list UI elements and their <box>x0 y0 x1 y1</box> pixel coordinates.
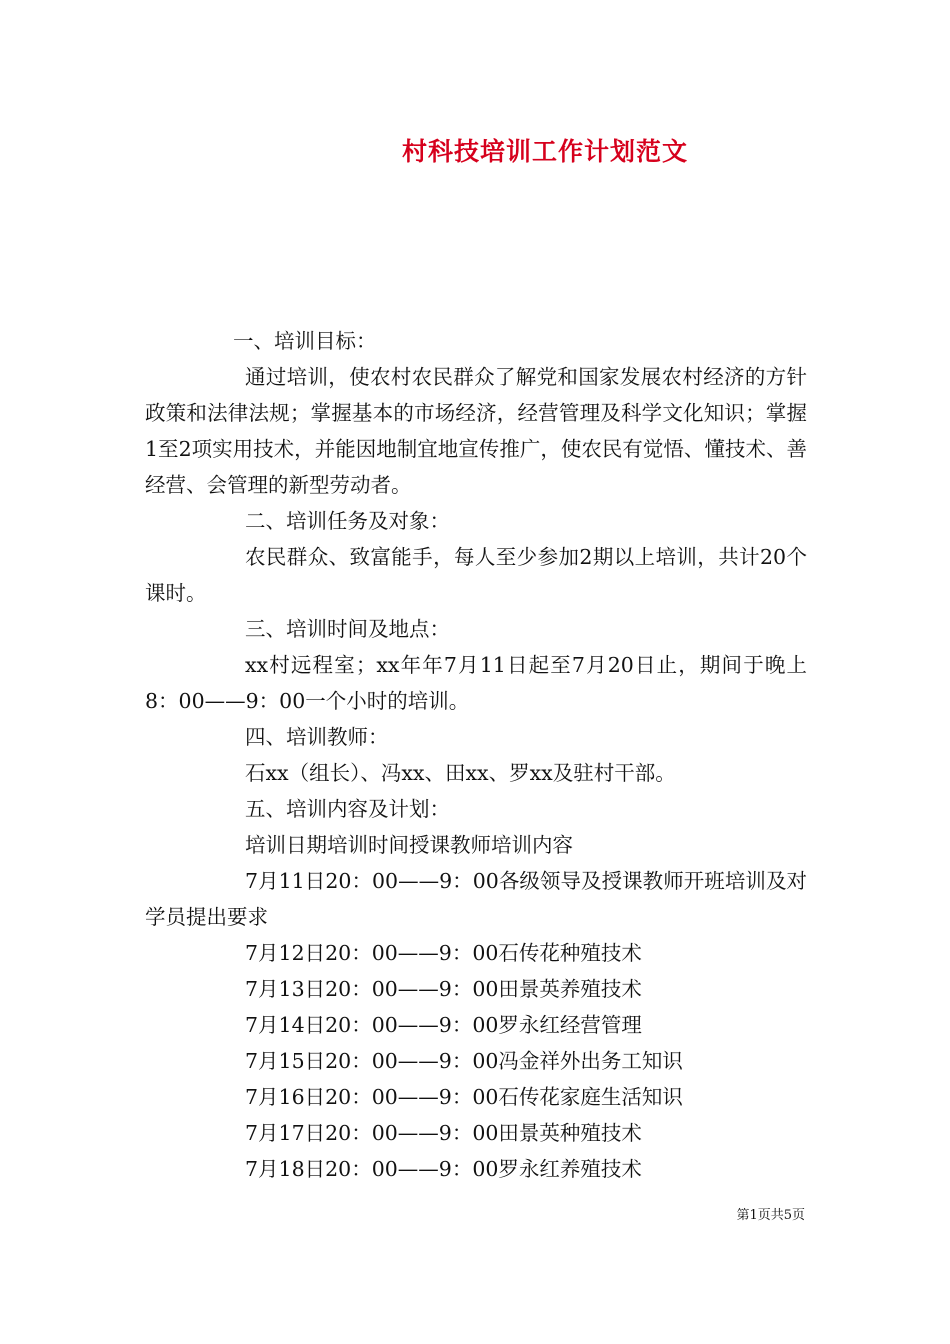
paragraph-time-place: xx村远程室；xx年年7月11日起至7月20日止，期间于晚上8：00——9：00一个小时的培训。 <box>145 653 807 713</box>
document-title: 村科技培训工作计划范文 <box>401 137 688 166</box>
section-heading-goal: 一、培训目标： <box>233 329 377 353</box>
paragraph-teachers: 石xx（组长）、冯xx、田xx、罗xx及驻村干部。 <box>245 761 676 785</box>
schedule-row: 7月12日20：00——9：00石传花种殖技术 <box>245 941 642 965</box>
document-body <box>145 323 807 1187</box>
schedule-row: 7月13日20：00——9：00田景英养殖技术 <box>245 977 642 1001</box>
section-heading-time-place: 三、培训时间及地点： <box>245 617 450 641</box>
section-heading-task: 二、培训任务及对象： <box>245 509 450 533</box>
schedule-row: 7月17日20：00——9：00田景英种殖技术 <box>245 1121 642 1145</box>
paragraph-goal: 通过培训，使农村农民群众了解党和国家发展农村经济的方针政策和法律法规；掌握基本的市场经济，经营管理及科学文化知识；掌握1至2项实用技术，并能因地制宜地宣传推广，使农民有觉悟、懂技术、善经营、会管理的新型劳动者。 <box>145 365 807 497</box>
paragraph-task: 农民群众、致富能手，每人至少参加2期以上培训，共计20个课时。 <box>145 545 807 605</box>
schedule-row: 7月11日20：00——9：00各级领导及授课教师开班培训及对学员提出要求 <box>145 869 807 929</box>
section-heading-content: 五、培训内容及计划： <box>245 797 450 821</box>
schedule-row: 7月15日20：00——9：00冯金祥外出务工知识 <box>245 1049 683 1073</box>
page-number: 第1页共5页 <box>736 1208 805 1223</box>
schedule-header: 培训日期培训时间授课教师培训内容 <box>245 833 573 857</box>
schedule-row: 7月14日20：00——9：00罗永红经营管理 <box>245 1013 642 1037</box>
schedule-row: 7月16日20：00——9：00石传花家庭生活知识 <box>245 1085 683 1109</box>
section-heading-teachers: 四、培训教师： <box>245 725 389 749</box>
schedule-row: 7月18日20：00——9：00罗永红养殖技术 <box>245 1157 642 1181</box>
